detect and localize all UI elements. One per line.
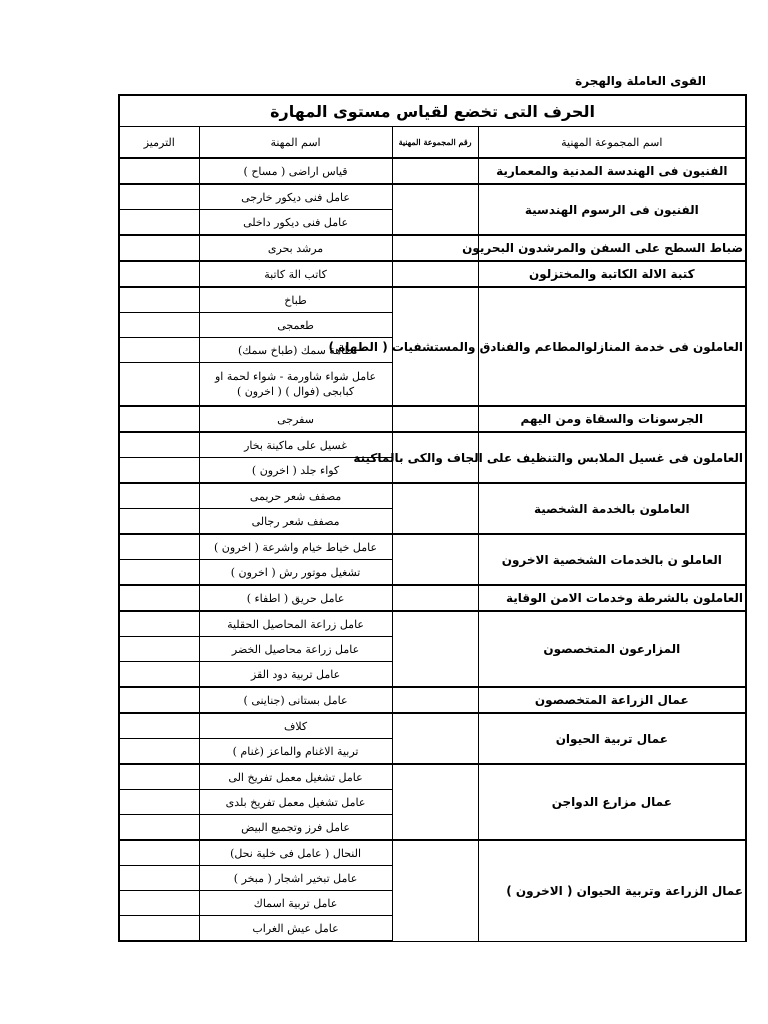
group-number-cell (392, 687, 478, 713)
document-header: القوى العاملة والهجرة (575, 74, 706, 88)
job-name-cell: كواء جلد ( اخرون ) (199, 458, 392, 484)
group-name-cell: العاملون فى خدمة المنازلوالمطاعم والفنادق والمستشفيات ( الطهاة ) (478, 287, 746, 406)
code-cell (119, 662, 199, 688)
job-name-cell: قياس اراضى ( مساح ) (199, 158, 392, 184)
group-number-cell (392, 840, 478, 941)
group-name-cell: الفنيون فى الرسوم الهندسية (478, 184, 746, 235)
code-cell (119, 338, 199, 363)
group-name-cell: ضباط السطح على السفن والمرشدون البحريون (478, 235, 746, 261)
group-number-cell (392, 713, 478, 764)
code-cell (119, 764, 199, 790)
table-row (119, 840, 746, 866)
table-row (119, 687, 746, 713)
group-name-cell: العاملون فى غسيل الملابس والتنظيف على الجاف والكى بالماكينة (478, 432, 746, 483)
group-number-cell (392, 261, 478, 287)
header-code: الترميز (119, 127, 199, 159)
job-name-cell: مرشد بحرى (199, 235, 392, 261)
code-cell (119, 158, 199, 184)
table-body (119, 158, 746, 941)
job-name-cell: طباخ (199, 287, 392, 313)
code-cell (119, 509, 199, 535)
group-number-cell (392, 406, 478, 432)
table-row (119, 158, 746, 184)
code-cell (119, 611, 199, 637)
job-name-cell: عامل فنى ديكور خارجى (199, 184, 392, 210)
job-name-cell: غسيل على ماكينة بخار (199, 432, 392, 458)
code-cell (119, 184, 199, 210)
code-cell (119, 287, 199, 313)
job-name-cell: عامل تربية اسماك (199, 891, 392, 916)
table-row (119, 713, 746, 739)
group-number-cell (392, 585, 478, 611)
job-name-cell: عامل بستانى (جناينى ) (199, 687, 392, 713)
group-name-cell: العاملون بالخدمة الشخصية (478, 483, 746, 534)
table-row (119, 585, 746, 611)
group-number-cell (392, 483, 478, 534)
code-cell (119, 637, 199, 662)
group-number-cell (392, 158, 478, 184)
header-group-number: رقم المجموعة المهنية (392, 127, 478, 159)
code-cell (119, 916, 199, 942)
table-row (119, 261, 746, 287)
group-name-cell: عمال تربية الحيوان (478, 713, 746, 764)
job-name-cell: عامل خياط خيام واشرعة ( اخرون ) (199, 534, 392, 560)
skills-table (118, 94, 747, 942)
code-cell (119, 560, 199, 586)
code-cell (119, 432, 199, 458)
group-name-cell: عمال مزارع الدواجن (478, 764, 746, 840)
job-name-cell: عامل تشغيل معمل تفريخ الى (199, 764, 392, 790)
group-number-cell (392, 611, 478, 687)
group-name-cell: الفنيون فى الهندسة المدنية والمعمارية (478, 158, 746, 184)
table-row (119, 483, 746, 509)
job-name-cell: طعمجى (199, 313, 392, 338)
code-cell (119, 261, 199, 287)
job-name-cell: عامل فنى ديكور داخلى (199, 210, 392, 236)
job-name-cell: عامل فرز وتجميع البيض (199, 815, 392, 841)
job-name-cell: عامل حريق ( اطفاء ) (199, 585, 392, 611)
table-title: الحرف التى تخضع لقياس مستوى المهارة (119, 95, 746, 127)
code-cell (119, 313, 199, 338)
group-name-cell: عمال الزراعة وتربية الحيوان ( الاخرون ) (478, 840, 746, 941)
job-name-cell: عامل تبخير اشجار ( مبخر ) (199, 866, 392, 891)
table-row (119, 184, 746, 210)
job-name-cell: عامل شواء شاورمة - شواء لحمة او كبابجى (فوال ) ( اخرون ) (199, 363, 392, 407)
code-cell (119, 739, 199, 765)
job-name-cell: كاتب الة كاتبة (199, 261, 392, 287)
header-job-name: اسم المهنة (199, 127, 392, 159)
job-name-cell: عامل زراعة المحاصيل الحقلية (199, 611, 392, 637)
job-name-cell: طاهة سمك (طباخ سمك) (199, 338, 392, 363)
group-number-cell (392, 534, 478, 585)
group-name-cell: العاملو ن بالخدمات الشخصية الاخرون (478, 534, 746, 585)
code-cell (119, 483, 199, 509)
table-row (119, 235, 746, 261)
group-number-cell (392, 184, 478, 235)
code-cell (119, 713, 199, 739)
code-cell (119, 235, 199, 261)
code-cell (119, 585, 199, 611)
group-name-cell: المزارعون المتخصصون (478, 611, 746, 687)
group-number-cell (392, 764, 478, 840)
code-cell (119, 891, 199, 916)
job-name-cell: عامل عيش الغراب (199, 916, 392, 942)
job-name-cell: عامل تشغيل معمل تفريخ بلدى (199, 790, 392, 815)
job-name-cell: مصفف شعر حريمى (199, 483, 392, 509)
job-name-cell: تشغيل موتور رش ( اخرون ) (199, 560, 392, 586)
table-row (119, 534, 746, 560)
table-row (119, 611, 746, 637)
code-cell (119, 866, 199, 891)
group-name-cell: العاملون بالشرطة وخدمات الامن الوقاية (478, 585, 746, 611)
code-cell (119, 840, 199, 866)
table-row (119, 287, 746, 313)
code-cell (119, 687, 199, 713)
group-name-cell: كتبة الالة الكاتبة والمختزلون (478, 261, 746, 287)
code-cell (119, 534, 199, 560)
group-name-cell: عمال الزراعة المتخصصون (478, 687, 746, 713)
table-row (119, 764, 746, 790)
table-row (119, 432, 746, 458)
job-name-cell: تربية الاغنام والماعز (غنام ) (199, 739, 392, 765)
job-name-cell: عامل تربية دود القز (199, 662, 392, 688)
job-name-cell: مصفف شعر رجالى (199, 509, 392, 535)
code-cell (119, 363, 199, 407)
code-cell (119, 458, 199, 484)
code-cell (119, 210, 199, 236)
code-cell (119, 406, 199, 432)
job-name-cell: عامل زراعة محاصيل الخضر (199, 637, 392, 662)
header-group-name: اسم المجموعة المهنية (478, 127, 746, 159)
code-cell (119, 815, 199, 841)
job-name-cell: النحال ( عامل فى خلية نحل) (199, 840, 392, 866)
job-name-cell: سفرجى (199, 406, 392, 432)
job-name-cell: كلاف (199, 713, 392, 739)
group-name-cell: الجرسونات والسقاة ومن اليهم (478, 406, 746, 432)
table-row (119, 406, 746, 432)
code-cell (119, 790, 199, 815)
